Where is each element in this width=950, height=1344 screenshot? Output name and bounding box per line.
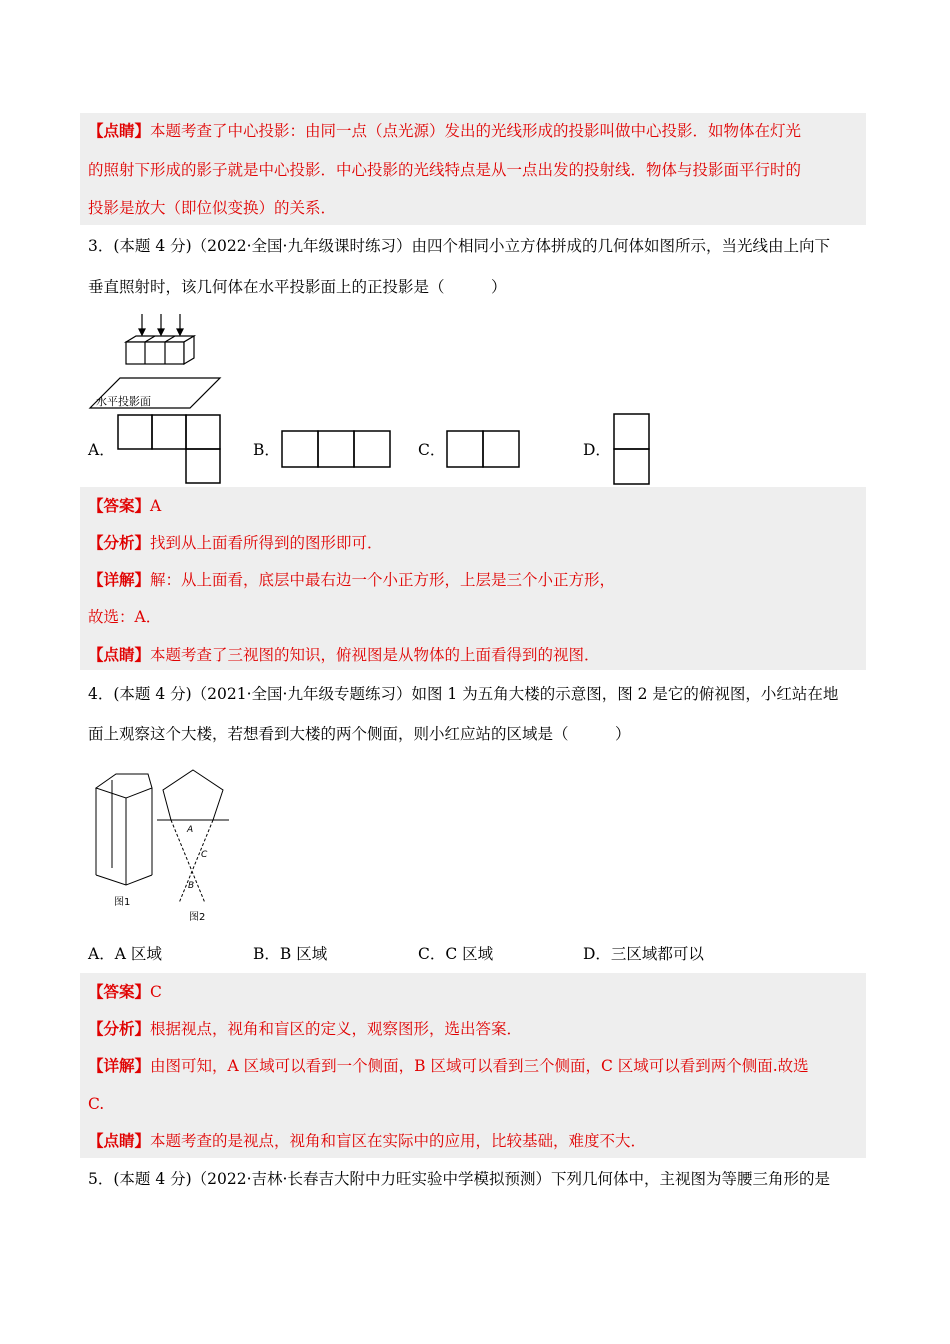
q4-option-d: D．三区域都可以 bbox=[583, 945, 704, 963]
prev-comment-line-3: 投影是放大（即位似变换）的关系． bbox=[88, 199, 337, 217]
q4-answer: 【答案】C bbox=[88, 982, 162, 1001]
q4-figure-2 bbox=[157, 768, 232, 923]
q3-option-a-figure bbox=[117, 414, 222, 486]
q3-detail-line-1: 【详解】解：从上面看，底层中最右边一个小正方形，上层是三个小正方形， bbox=[88, 570, 616, 589]
q4-analysis: 【分析】根据视点，视角和盲区的定义，观察图形，选出答案． bbox=[88, 1019, 523, 1038]
q4-stem-line-2: 面上观察这个大楼，若想看到大楼的两个侧面，则小红应站的区域是（ ） bbox=[88, 725, 631, 743]
q3-option-b-figure bbox=[281, 430, 393, 470]
q3-option-d-figure bbox=[613, 413, 653, 487]
plane-label: 水平投影面 bbox=[96, 395, 151, 408]
q4-figure-1 bbox=[92, 770, 162, 910]
comment-label: 【点睛】 bbox=[88, 121, 151, 140]
q4-option-a: A．A 区域 bbox=[88, 945, 162, 963]
q3-comment: 【点睛】本题考查了三视图的知识，俯视图是从物体的上面看得到的视图． bbox=[88, 645, 600, 664]
q3-answer: 【答案】A bbox=[88, 496, 162, 515]
q3-analysis: 【分析】找到从上面看所得到的图形即可． bbox=[88, 533, 383, 552]
fig2-caption: 图2 bbox=[189, 912, 206, 923]
q4-detail-line-1: 【详解】由图可知，A 区域可以看到一个侧面，B 区域可以看到三个侧面，C 区域可以看到两个侧面.故选 bbox=[88, 1056, 809, 1075]
q4-stem-line-1: 4．(本题 4 分)（2021·全国·九年级专题练习）如图 1 为五角大楼的示意图，图 2 是它的俯视图，小红站在地 bbox=[88, 685, 839, 703]
q3-stem-line-2: 垂直照射时，该几何体在水平投影面上的正投影是（ ） bbox=[88, 278, 507, 296]
q3-option-b-label: B． bbox=[253, 441, 280, 459]
q3-figure bbox=[88, 312, 228, 412]
q5-stem: 5．(本题 4 分)（2022·吉林·长春吉大附中力旺实验中学模拟预测）下列几何体中，主视图为等腰三角形的是 bbox=[88, 1170, 830, 1188]
q4-detail-line-2: C. bbox=[88, 1095, 105, 1113]
q3-option-a-label: A． bbox=[88, 441, 115, 459]
q4-option-b: B．B 区域 bbox=[253, 945, 328, 963]
q4-option-c: C．C 区域 bbox=[418, 945, 494, 963]
q3-option-c-figure bbox=[446, 430, 522, 470]
region-label-a: A bbox=[187, 825, 194, 835]
prev-comment-line-2: 的照射下形成的影子就是中心投影．中心投影的光线特点是从一点出发的投射线．物体与投影面平行时的 bbox=[88, 161, 802, 179]
region-label-b: B bbox=[188, 881, 195, 891]
q3-option-d-label: D． bbox=[583, 441, 611, 459]
prev-comment-line-1: 【点睛】本题考查了中心投影：由同一点（点光源）发出的光线形成的投影叫做中心投影．如物体在灯光 bbox=[88, 121, 802, 140]
q3-detail-line-2: 故选：A． bbox=[88, 608, 162, 626]
q3-stem-line-1: 3．(本题 4 分)（2022·全国·九年级课时练习）由四个相同小立方体拼成的几何体如图所示，当光线由上向下 bbox=[88, 237, 830, 255]
q3-option-c-label: C． bbox=[418, 441, 446, 459]
fig1-caption: 图1 bbox=[114, 897, 131, 908]
q4-comment: 【点睛】本题考查的是视点，视角和盲区在实际中的应用，比较基础，难度不大． bbox=[88, 1131, 647, 1150]
region-label-c: C bbox=[201, 850, 208, 860]
